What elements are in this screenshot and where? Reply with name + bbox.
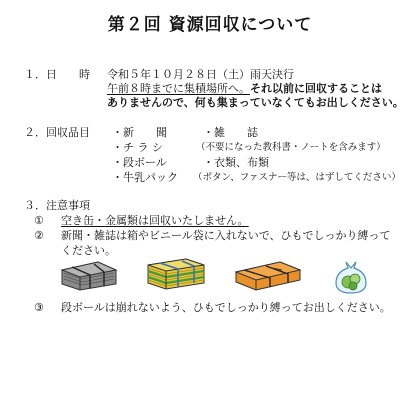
- note-1-mark: ①: [34, 214, 44, 227]
- tied-magazines-illustration: [142, 253, 208, 293]
- item-cardboard: ・段ボール: [112, 156, 167, 169]
- deadline-time: 午前８時までに集積場所へ。: [107, 82, 250, 95]
- tied-cardboard-illustration: [232, 258, 304, 292]
- deadline-note-line1: [107, 81, 382, 96]
- item-newspaper: ・新 聞: [112, 126, 167, 139]
- note-2-line1: 新聞・雑誌は箱やビニール袋に入れないで、ひもでしっかり縛って: [61, 229, 391, 242]
- section-2-number: ２．: [24, 126, 46, 139]
- section-3-label: 注意事項: [46, 199, 90, 212]
- section-2-label: 回収品目: [46, 126, 90, 139]
- item-milk-carton-note: （ボタン、ファスナー等は、はずしてください）: [193, 172, 401, 183]
- note-3-mark: ③: [34, 301, 44, 314]
- item-magazine: ・雑 誌: [203, 126, 258, 139]
- section-3-number: ３．: [24, 199, 46, 212]
- note-3-text: 段ボールは崩れないよう、ひもでしっかり縛ってお出しください。: [61, 301, 391, 314]
- page-title: 第２回 資源回収について: [107, 15, 313, 35]
- collection-date: 令和５年１０月２８日（土）雨天決行: [107, 68, 294, 81]
- note-2-mark: ②: [34, 229, 44, 242]
- section-1-label: 日 時: [46, 68, 90, 81]
- deadline-note-line2: ありませんので、何も集まっていなくてもお出しください。: [107, 96, 404, 109]
- section-1-number: １．: [24, 68, 46, 81]
- deadline-warning: それ以前に回収することは: [250, 82, 382, 95]
- item-flyers: ・チ ラ シ: [112, 141, 163, 154]
- tied-newspapers-illustration: [58, 258, 120, 292]
- item-flyers-note: （不要になった教科書・ノートを含みます）: [196, 142, 386, 153]
- note-1-text: 空き缶・金属類は回収いたしません。: [61, 214, 249, 227]
- note-2-line2: ください。: [61, 244, 116, 257]
- item-milk-carton: ・牛乳パック: [112, 171, 178, 184]
- plastic-bag-illustration: [330, 256, 372, 296]
- item-clothing: ・衣類、布類: [203, 156, 269, 169]
